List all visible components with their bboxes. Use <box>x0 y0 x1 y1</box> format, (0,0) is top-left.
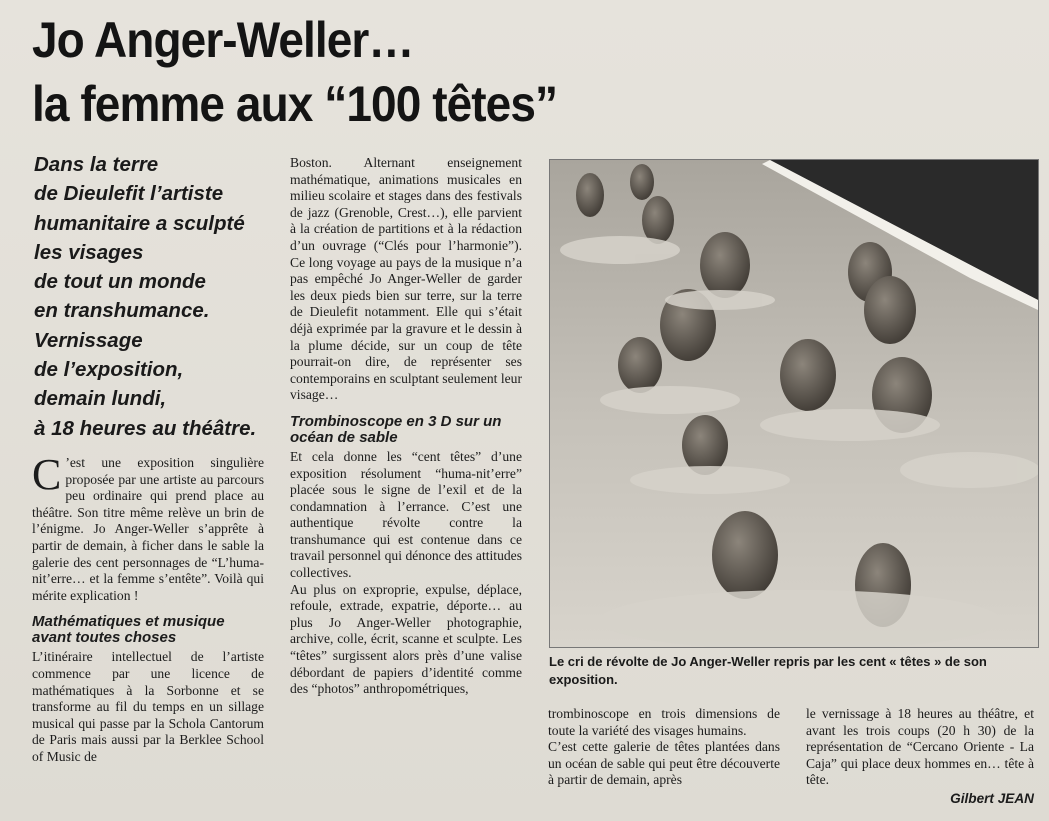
subhead-mathematiques: Mathématiques et musique avant toutes choses <box>32 613 225 647</box>
standfirst-line: demain lundi, <box>34 387 167 411</box>
headline-line-2: la femme aux “100 têtes” <box>32 76 558 132</box>
standfirst-line: de tout un monde <box>34 270 206 294</box>
standfirst <box>34 150 284 443</box>
body-paragraph: trombinoscope en trois dimensions de toute la variété des visages humains. <box>548 706 780 738</box>
headline-line-1: Jo Anger-Weller… <box>32 12 414 68</box>
body-paragraph: Au plus on exproprie, expulse, déplace, refoule, extrade, expatrie, déporte… au plus Jo Anger-Weller photographie, archive, colle, écrit, scanne et sculpte. Les “têtes” surgissent alors près d’une valise débordant de papiers d’identité comme des “photos” anthropométriques, <box>290 581 522 697</box>
standfirst-line: à 18 heures au théâtre. <box>34 416 257 440</box>
photo-caption: Le cri de révolte de Jo Anger-Weller repris par les cent « têtes » de son exposition. <box>549 654 987 687</box>
article-column-1 <box>32 450 264 766</box>
author-signature: Gilbert JEAN <box>950 790 1034 806</box>
standfirst-line: Vernissage <box>34 328 143 352</box>
standfirst-line: les visages <box>34 240 144 264</box>
body-paragraph: Et cela donne les “cent têtes” d’une exposition résolument “huma-nit’erre” placée sous le signe de l’exil et de la condamnation à l’errance. C’est une authentique révolte contre la transhumance qui est contenue dans ce travail personnel qui dénonce des attitudes collectives. <box>290 448 522 581</box>
body-paragraph: le vernissage à 18 heures au théâtre, et avant les trois coups (20 h 30) de la représentation de “Cercano Oriente - La Caja” qui place deux hommes en… tête à tête. <box>806 706 1034 788</box>
sculpture-photo <box>549 159 1039 648</box>
subhead-trombinoscope: Trombinoscope en 3 D sur un océan de sable <box>290 412 502 446</box>
article-column-4 <box>806 706 1034 808</box>
standfirst-line: Dans la terre <box>34 153 159 176</box>
intro-paragraph: C ’est une exposition singulière proposée par une artiste au parcours peu ordinaire qui prend place au théâtre. Son titre même relève un brin de l’énigme. Jo Anger-Weller s’apprête à partir de demain, à ficher dans le sable la galerie des cent personnages de “L’huma-nit’erre… et la femme s’entête”. Voilà qui mérite explication ! <box>32 450 264 603</box>
standfirst-line: humanitaire a sculpté <box>34 211 245 235</box>
body-paragraph: L’itinéraire intellectuel de l’artiste commence par une licence de mathématiques à la Sorbonne et se transforme au fil du temps en un sillage musical qui passe par la Schola Cantorum de Paris mais aussi par la Berklee School of Music de <box>32 649 264 764</box>
standfirst-line: de l’exposition, <box>34 358 184 382</box>
article-column-3 <box>548 706 780 789</box>
drop-cap: C <box>32 450 62 499</box>
headline <box>32 8 658 136</box>
sand-heads-illustration <box>550 160 1038 647</box>
body-paragraph: C’est cette galerie de têtes plantées dans un océan de sable qui peut être découverte à partir de demain, après <box>548 739 780 788</box>
standfirst-line: en transhumance. <box>34 299 210 323</box>
body-paragraph: Boston. Alternant enseignement mathématique, animations musicales en milieu scolaire et stages dans des festivals de jazz (Grenoble, Crest…), elle parvient à la création de partitions et à la rédaction d’un ouvrage (“Clés pour l’harmonie”). Ce long voyage au pays de la musique n’a pas empêché Jo Anger-Weller de garder les deux pieds bien sur terre, sur la terre de Dieulefit notamment. Elle qui s’était déjà exprimée par la gravure et le dessin à la plume décide, sur un coup de tête pourrait-on dire, de représenter ses contemporains en sculptant seulement leur visage… <box>290 155 522 403</box>
article-column-2 <box>290 155 522 698</box>
standfirst-line: de Dieulefit l’artiste <box>34 182 224 206</box>
